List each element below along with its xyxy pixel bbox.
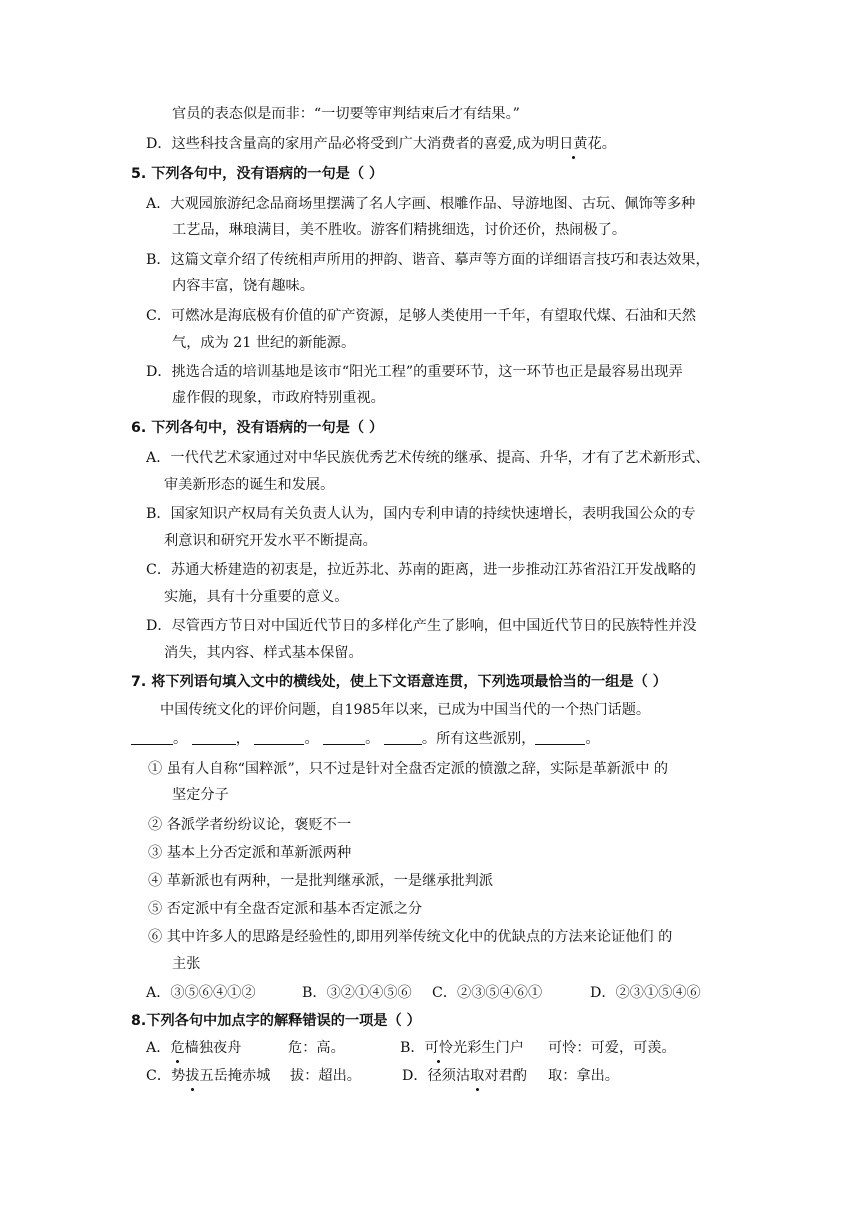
q8-option-b: [400, 1038, 524, 1058]
option-phrase: 对君酌: [484, 1068, 527, 1084]
q7-title: 7. 将下列语句填入文中的横线处，使上下文语意连贯，下列选项最恰当的一组是（ ）: [131, 674, 667, 690]
answer-blank-4[interactable]: [323, 730, 365, 745]
q6-option-b: B．国家知识产权局有关负责人认为，国内专利申请的持续快速增长，表明我国公众的专: [146, 506, 696, 522]
blank-separator: 。: [173, 731, 188, 747]
q7-answer-c[interactable]: C．②③⑤④⑥①: [432, 985, 543, 1001]
q7-item-4: ④ 革新派也有两种，一是批判继承派，一是继承批判派: [148, 873, 494, 889]
q7-item-5: ⑤ 否定派中有全盘否定派和基本否定派之分: [148, 901, 423, 917]
option-phrase: 樯独夜舟: [184, 1040, 242, 1056]
q6-option-a-cont: 审美新形态的诞生和发展。: [164, 477, 335, 493]
dotted-character: 取: [470, 1068, 485, 1084]
q8-option-d-gloss: 取：拿出。: [548, 1068, 619, 1084]
q7-item-1: ① 虽有人自称“国粹派”，只不过是针对全盘否定派的愤激之辞，实际是革新派中 的: [148, 761, 669, 777]
q7-item-6-cont: 主张: [172, 956, 201, 972]
answer-blank-2[interactable]: [192, 730, 236, 745]
option-d-text: D．这些科技含量高的家用产品必将受到广大消费者的喜爱,成为: [146, 136, 545, 152]
q8-option-c: [146, 1066, 270, 1086]
option-label: B．: [400, 1040, 425, 1056]
dotted-character: 危: [170, 1040, 185, 1056]
blank-separator: ，: [235, 731, 250, 747]
q5-option-c: C．可燃冰是海底极有价值的矿产资源，足够人类使用一千年，有望取代煤、石油和天然: [146, 308, 696, 324]
q5-title: 5. 下列各句中，没有语病的一句是（ ）: [131, 166, 384, 182]
option-d-end: 。: [601, 136, 616, 152]
q7-item-1-cont: 坚定分子: [172, 787, 229, 803]
q8-option-d: [402, 1066, 527, 1086]
q6-option-b-cont: 利意识和研究开发水平不断提高。: [164, 533, 377, 549]
q6-option-d-cont: 消失，其内容、样式基本保留。: [164, 645, 363, 661]
dotted-phrase: 明日黄花: [544, 136, 602, 152]
option-phrase: 势: [171, 1068, 186, 1084]
q5-option-b: B．这篇文章介绍了传统相声所用的押韵、谐音、摹声等方面的详细语言技巧和表达效果，: [146, 252, 710, 268]
q6-option-a: A．一代代艺术家通过对中华民族优秀艺术传统的继承、提高、升华，才有了艺术新形式、: [146, 450, 710, 466]
q7-item-2: ② 各派学者纷纷议论，褒贬不一: [148, 817, 352, 833]
q7-answer-a[interactable]: A．③⑤⑥④①②: [146, 985, 256, 1001]
q8-option-c-gloss: 拔：超出。: [290, 1068, 361, 1084]
q7-item-6: ⑥ 其中许多人的思路是经验性的,即用列举传统文化中的优缺点的方法来论证他们 的: [148, 929, 673, 945]
q5-option-a: A．大观园旅游纪念品商场里摆满了名人字画、根雕作品、导游地图、古玩、佩饰等多种: [146, 196, 696, 212]
blank-separator: 。: [585, 731, 600, 747]
q7-answer-d[interactable]: D．②③①⑤④⑥: [590, 985, 701, 1001]
answer-blank-3[interactable]: [254, 730, 304, 745]
blank-separator: 。: [365, 731, 380, 747]
option-phrase: 光彩生门户: [453, 1040, 524, 1056]
answer-blank-6[interactable]: [535, 730, 585, 745]
option-phrase: 径须沽: [427, 1068, 471, 1084]
q5-option-d: D．挑选合适的培训基地是该市“阳光工程”的重要环节，这一环节也正是最容易出现弄: [146, 364, 683, 380]
dotted-character: 拔: [185, 1068, 200, 1084]
blank-separator: 。: [304, 731, 319, 747]
answer-blank-1[interactable]: [131, 730, 173, 745]
q6-title: 6. 下列各句中，没有语病的一句是（ ）: [131, 420, 384, 436]
q7-blank-line: [131, 729, 600, 749]
q6-option-c: C．苏通大桥建造的初衷是，拉近苏北、苏南的距离，进一步推动江苏省沿江开发战略的: [146, 562, 696, 578]
q5-option-c-cont: 气，成为 21 世纪的新能源。: [172, 335, 356, 351]
q5-option-a-cont: 工艺品，琳琅满目，美不胜收。游客们精挑细选，讨价还价，热闹极了。: [172, 222, 627, 238]
option-label: A．: [146, 1040, 171, 1056]
q7-passage: 中国传统文化的评价问题，自1985年以来，已成为中国当代的一个热门话题。: [160, 702, 651, 718]
q8-option-b-gloss: 可怜：可爱，可羡。: [548, 1040, 676, 1056]
q5-option-d-cont: 虚作假的现象，市政府特别重视。: [172, 390, 385, 406]
q8-title: 8.下列各句中加点字的解释错误的一项是（ ）: [131, 1013, 421, 1029]
intro-line-1: 官员的表态似是而非：“一切要等审判结束后才有结果。”: [172, 106, 520, 122]
option-d-line: [146, 134, 616, 154]
q6-option-d: D．尽管西方节日对中国近代节日的多样化产生了影响，但中国近代节日的民族特性并没: [146, 618, 697, 634]
blank-separator: 。所有这些派别，: [421, 731, 536, 747]
answer-blank-5[interactable]: [384, 730, 422, 745]
option-label: C．: [146, 1068, 172, 1084]
q5-option-b-cont: 内容丰富，饶有趣味。: [172, 278, 314, 294]
q7-item-3: ③ 基本上分否定派和革新派两种: [148, 845, 352, 861]
dotted-character: 可怜: [424, 1040, 454, 1056]
option-phrase: 五岳掩赤城: [199, 1068, 271, 1084]
q7-answer-b[interactable]: B．③②①④⑤⑥: [302, 985, 412, 1001]
q8-option-a-gloss: 危：高。: [288, 1040, 345, 1056]
q7-answers: [146, 983, 701, 1003]
q8-option-a: [146, 1038, 241, 1058]
q6-option-c-cont: 实施，具有十分重要的意义。: [164, 589, 349, 605]
option-label: D．: [402, 1068, 428, 1084]
